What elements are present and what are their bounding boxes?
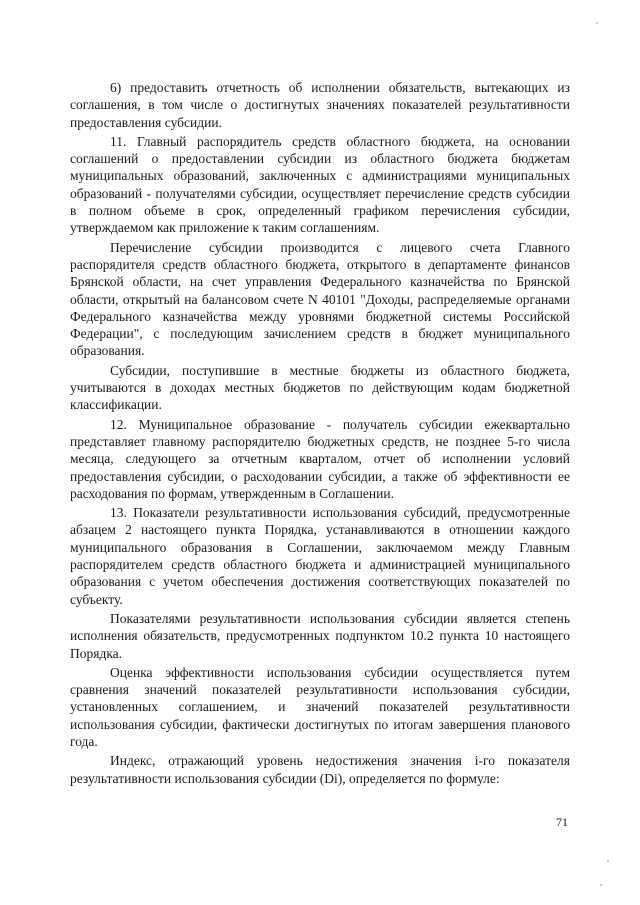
paragraph-11-transfer: 11. Главный распорядитель средств областного бюджета, на основании соглашений о предоставлении субсидии из областного бюджета бюджетам муниципальных образований, заключенных с администрациями муниципальных образований - получателями субсидии, осуществляет перечисление средств субсидии в полном объеме в срок, определенный графиком перечисления субсидии, утверждаемом как приложение к таким соглашениям. <box>70 133 570 236</box>
scan-speck <box>607 860 609 862</box>
paragraph-efficiency-assessment: Оценка эффективности использования субсидии осуществляется путем сравнения значений показателей результативности использования субсидии, установленных соглашением, и значений показателей результативности использования субсидии, фактически достигнутых по итогам завершения планового года. <box>70 664 570 749</box>
paragraph-13-indicators: 13. Показатели результативности использования субсидий, предусмотренные абзацем 2 настоящего пункта Порядка, устанавливаются в отношении каждого муниципального образования в Соглашении, заключаемом между Главным распорядителем средств областного бюджета и администрацией муниципального образования с учетом обеспечения достижения соответствующих показателей по субъекту. <box>70 505 570 607</box>
paragraph-budget-classification: Субсидии, поступившие в местные бюджеты из областного бюджета, учитываются в доходах местных бюджетов по действующим кодам бюджетной классификации. <box>70 362 570 413</box>
paragraph-12-quarterly-report: 12. Муниципальное образование - получатель субсидии ежеквартально представляет главному распорядителю бюджетных средств, не позднее 5-го числа месяца, следующего за отчетным кварталом, отчет об исполнении условий предоставления субсидии, о расходовании субсидии, а также об эффективности ее расходования по формам, утвержденным в Соглашении. <box>70 416 570 501</box>
paragraph-reporting-obligation: 6) предоставить отчетность об исполнении обязательств, вытекающих из соглашения, в том числе о достигнутых значениях показателей результативности предоставления субсидии. <box>70 80 570 130</box>
body-text <box>70 79 570 787</box>
paragraph-transfer-account: Перечисление субсидии производится с лицевого счета Главного распорядителя средств областного бюджета, открытого в департаменте финансов Брянской области, на счет управления Федерального казначейства по Брянской области, открытый на балансовом счете N 40101 "Доходы, распределяемые органами Федерального казначейства между уровнями бюджетной системы Российской Федерации", с последующим зачислением средств в бюджет муниципального образования. <box>70 239 570 359</box>
paragraph-index-formula-intro: Индекс, отражающий уровень недостижения значения i-го показателя результативности использования субсидии (Di), определяется по формуле: <box>70 753 570 786</box>
scan-speck <box>600 884 602 886</box>
paragraph-indicator-definition: Показателями результативности использования субсидии является степень исполнения обязательств, предусмотренных подпунктом 10.2 пункта 10 настоящего Порядка. <box>70 610 570 661</box>
page-number: 71 <box>556 815 568 829</box>
scan-speck <box>596 22 598 24</box>
